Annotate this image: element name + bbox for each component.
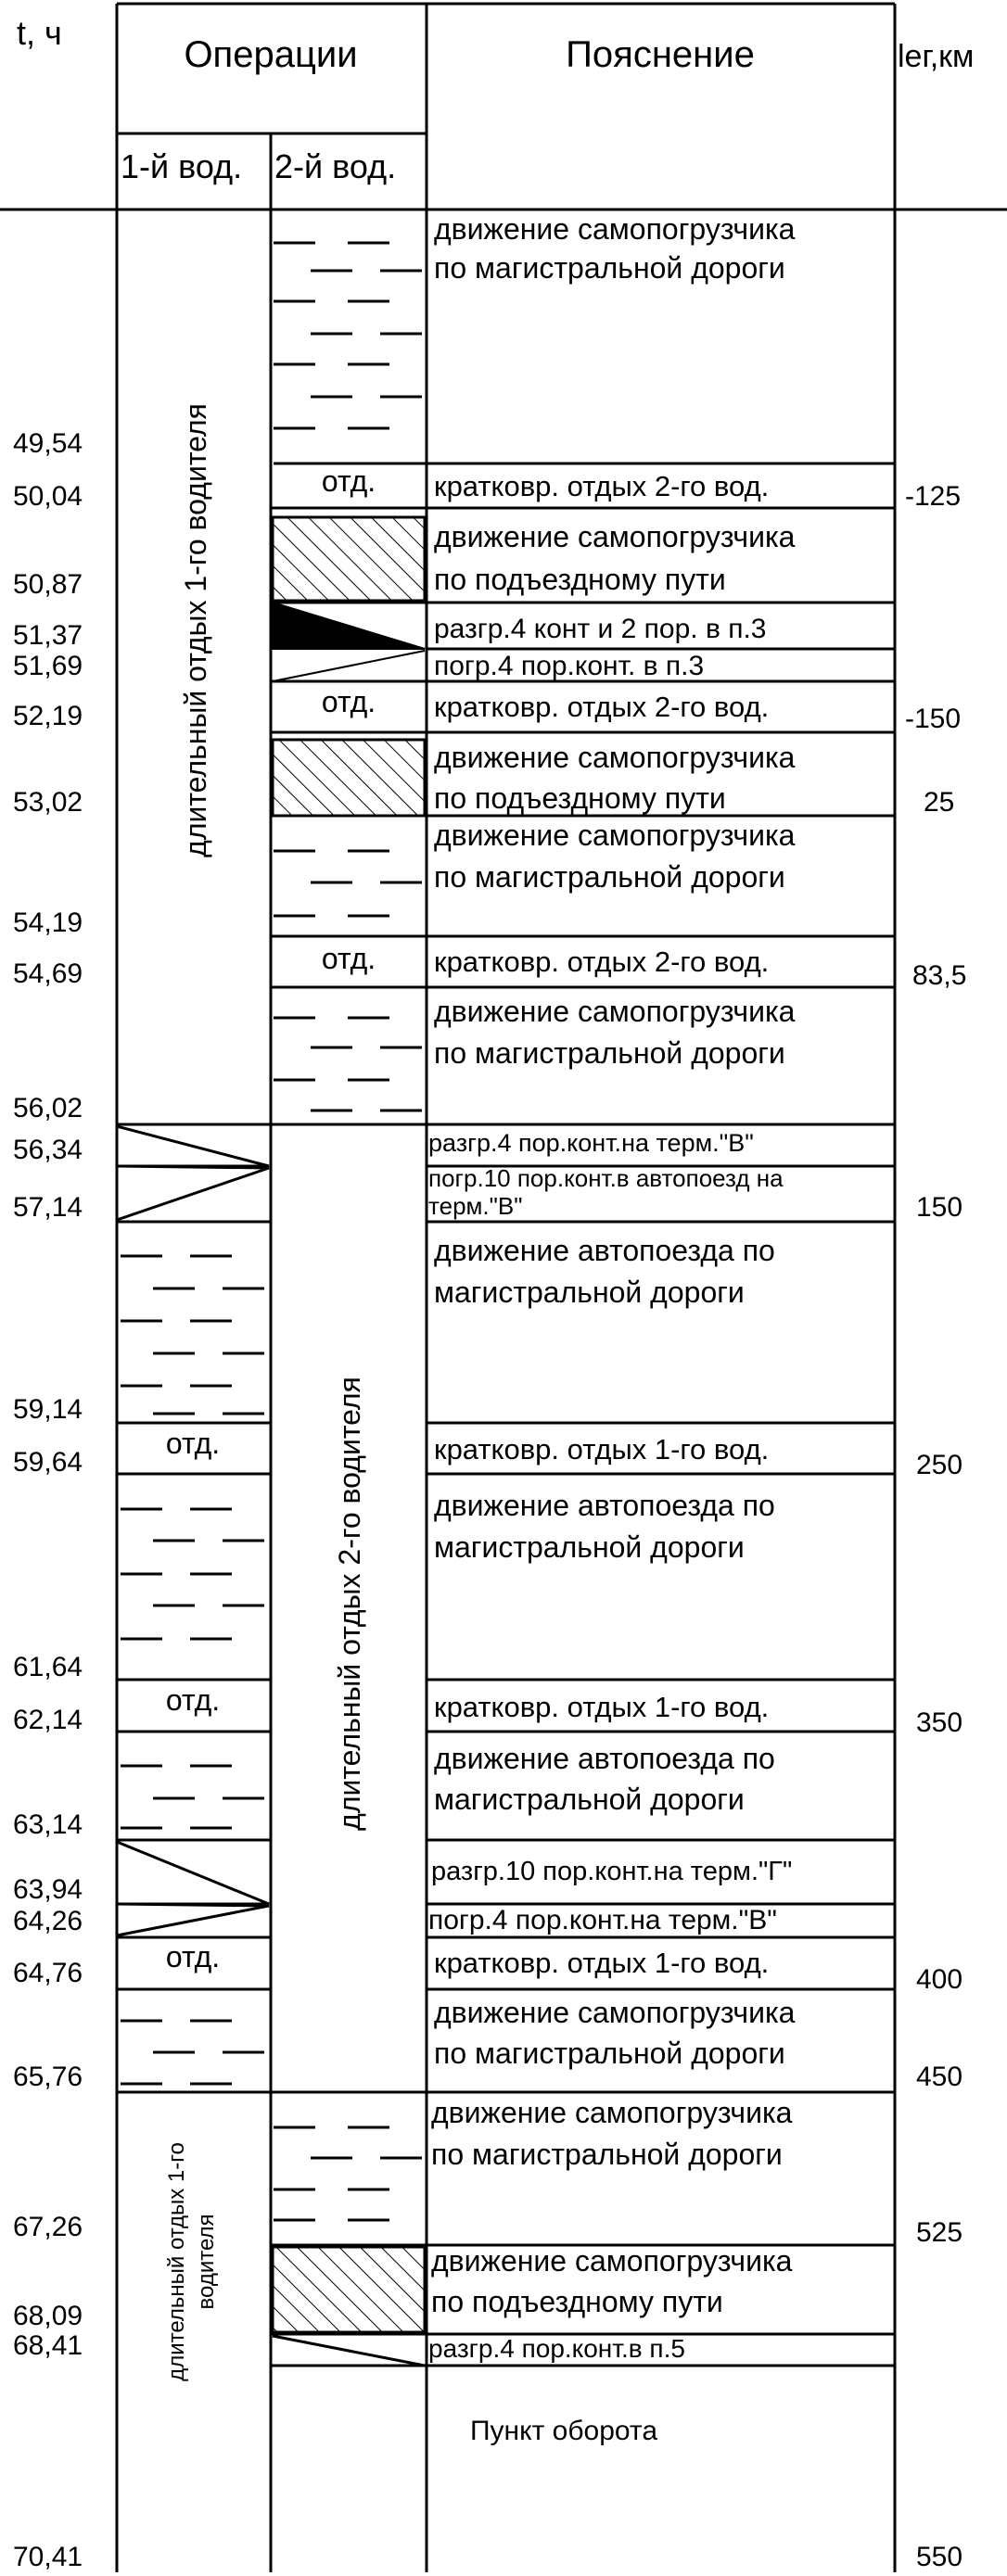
distance-label: -150 xyxy=(905,704,962,734)
access-road-block xyxy=(273,740,425,816)
note-line: погр.10 пор.конт.в автопоезд на xyxy=(428,1164,784,1192)
note-line: движение самопогрузчика xyxy=(434,818,796,852)
note-line: терм."В" xyxy=(428,1192,523,1220)
distance-label: 450 xyxy=(916,2062,963,2092)
access-road-block xyxy=(273,517,425,601)
header-distance: lег,км xyxy=(898,39,975,74)
time-label: 59,14 xyxy=(13,1394,83,1425)
note-line: погр.4 пор.конт. в п.3 xyxy=(434,651,705,681)
note-line: по подъездному пути xyxy=(431,2285,723,2318)
unload-triangle xyxy=(117,1842,269,1904)
header-driver1: 1-й вод. xyxy=(121,147,243,185)
time-label: 49,54 xyxy=(13,428,83,459)
time-label: 53,02 xyxy=(13,787,83,818)
distance-label: 83,5 xyxy=(912,960,967,991)
header-driver2: 2-й вод. xyxy=(274,147,397,185)
short-rest-label: отд. xyxy=(165,1683,221,1717)
note-line: кратковр. отдых 2-го вод. xyxy=(434,691,770,723)
time-label: 51,37 xyxy=(13,620,83,651)
note-line: движение самопогрузчика xyxy=(434,520,796,553)
time-label: 56,34 xyxy=(13,1135,83,1165)
unload-triangle xyxy=(273,603,425,649)
unload-triangle xyxy=(117,1126,269,1166)
time-label: 64,26 xyxy=(13,1906,83,1936)
distance-label: 350 xyxy=(916,1707,963,1738)
note-line: по магистральной дороги xyxy=(434,251,785,285)
time-label: 64,76 xyxy=(13,1958,83,1988)
time-label: 63,14 xyxy=(13,1809,83,1840)
note-line: разгр.4 конт и 2 пор. в п.3 xyxy=(434,614,767,644)
time-label: 70,41 xyxy=(13,2542,83,2572)
motion-block xyxy=(274,243,427,463)
short-rest-label: отд. xyxy=(321,685,376,718)
note-line: Пункт оборота xyxy=(469,2416,658,2446)
note-line: магистральной дороги xyxy=(434,1275,745,1309)
time-label: 54,69 xyxy=(13,958,83,989)
time-label: 63,94 xyxy=(13,1874,83,1905)
operations-graphics xyxy=(271,243,427,1110)
short-rest-label: отд. xyxy=(321,464,376,498)
distance-label: 400 xyxy=(916,1964,963,1995)
time-label: 50,87 xyxy=(13,569,83,600)
note-line: разгр.10 пор.конт.на терм."Г" xyxy=(431,1857,793,1886)
note-line: кратковр. отдых 1-го вод. xyxy=(434,1947,770,1979)
time-label: 65,76 xyxy=(13,2062,83,2092)
short-rest-label: отд. xyxy=(321,942,376,975)
note-line: погр.4 пор.конт.на терм."В" xyxy=(428,1905,777,1935)
distance-labels xyxy=(905,481,966,2572)
note-line: движение самопогрузчика xyxy=(434,741,796,774)
header-explanation: Пояснение xyxy=(566,34,755,75)
note-line: кратковр. отдых 1-го вод. xyxy=(434,1691,770,1723)
table-header xyxy=(17,14,974,185)
explanation-texts xyxy=(428,212,796,2446)
load-triangle xyxy=(273,651,425,681)
time-label: 54,19 xyxy=(13,907,83,938)
time-label: 56,02 xyxy=(13,1093,83,1123)
time-label: 68,09 xyxy=(13,2301,83,2331)
note-line: по магистральной дороги xyxy=(434,860,785,894)
distance-label: 525 xyxy=(916,2217,963,2248)
motion-block xyxy=(271,851,427,1110)
distance-label: 250 xyxy=(916,1450,963,1480)
note-line: по подъездному пути xyxy=(434,781,726,815)
note-line: движение самопогрузчика xyxy=(431,2244,793,2278)
time-labels xyxy=(13,428,83,2572)
time-label: 57,14 xyxy=(13,1192,83,1223)
distance-label: 25 xyxy=(924,787,955,818)
time-label: 50,04 xyxy=(13,481,83,512)
note-line: по магистральной дороги xyxy=(434,2037,785,2070)
note-line: движение автопоезда по xyxy=(434,1234,775,1267)
time-label: 61,64 xyxy=(13,1652,83,1682)
note-line: по подъездному пути xyxy=(434,563,726,596)
time-label: 51,69 xyxy=(13,651,83,681)
note-line: разгр.4 пор.конт.в п.5 xyxy=(428,2334,685,2363)
driver2-long-rest-label: длительный отдых 2-го водителя xyxy=(333,1377,366,1831)
note-line: движение самопогрузчика xyxy=(431,2096,793,2129)
operations-graphics-end xyxy=(271,2127,427,2366)
short-rest-label: отд. xyxy=(165,1427,221,1460)
note-line: кратковр. отдых 1-го вод. xyxy=(434,1433,770,1466)
unload-triangle xyxy=(273,2336,425,2366)
note-line: кратковр. отдых 2-го вод. xyxy=(434,470,770,502)
note-line: разгр.4 пор.конт.на терм."В" xyxy=(428,1129,754,1157)
time-label: 52,19 xyxy=(13,701,83,731)
header-time: t, ч xyxy=(17,14,62,52)
note-line: движение самопогрузчика xyxy=(434,995,796,1028)
note-line: движение самопогрузчика xyxy=(434,212,796,246)
note-line: магистральной дороги xyxy=(434,1783,745,1816)
note-line: по магистральной дороги xyxy=(431,2138,783,2171)
time-label: 62,14 xyxy=(13,1705,83,1735)
short-rest-label: отд. xyxy=(165,1940,221,1973)
access-road-block xyxy=(273,2247,425,2332)
header-operations: Операции xyxy=(184,34,358,75)
driver1-long-rest-label-b2: водителя xyxy=(194,2214,219,2310)
load-triangle xyxy=(117,1166,269,1220)
distance-label: -125 xyxy=(905,481,962,512)
load-triangle xyxy=(117,1904,269,1935)
note-line: движение автопоезда по xyxy=(434,1489,775,1522)
note-line: по магистральной дороги xyxy=(434,1036,785,1070)
note-line: движение автопоезда по xyxy=(434,1742,775,1775)
note-line: кратковр. отдых 2-го вод. xyxy=(434,945,770,978)
distance-label: 550 xyxy=(916,2542,963,2572)
driver1-long-rest-label: длительный отдых 1-го водителя xyxy=(179,403,212,857)
note-line: движение самопогрузчика xyxy=(434,1996,796,2029)
note-line: магистральной дороги xyxy=(434,1530,745,1564)
time-label: 68,41 xyxy=(13,2330,83,2361)
time-label: 59,64 xyxy=(13,1447,83,1478)
driver1-long-rest-label-b1: длительный отдых 1-го xyxy=(164,2142,189,2381)
time-label: 67,26 xyxy=(13,2212,83,2242)
distance-label: 150 xyxy=(916,1192,963,1223)
